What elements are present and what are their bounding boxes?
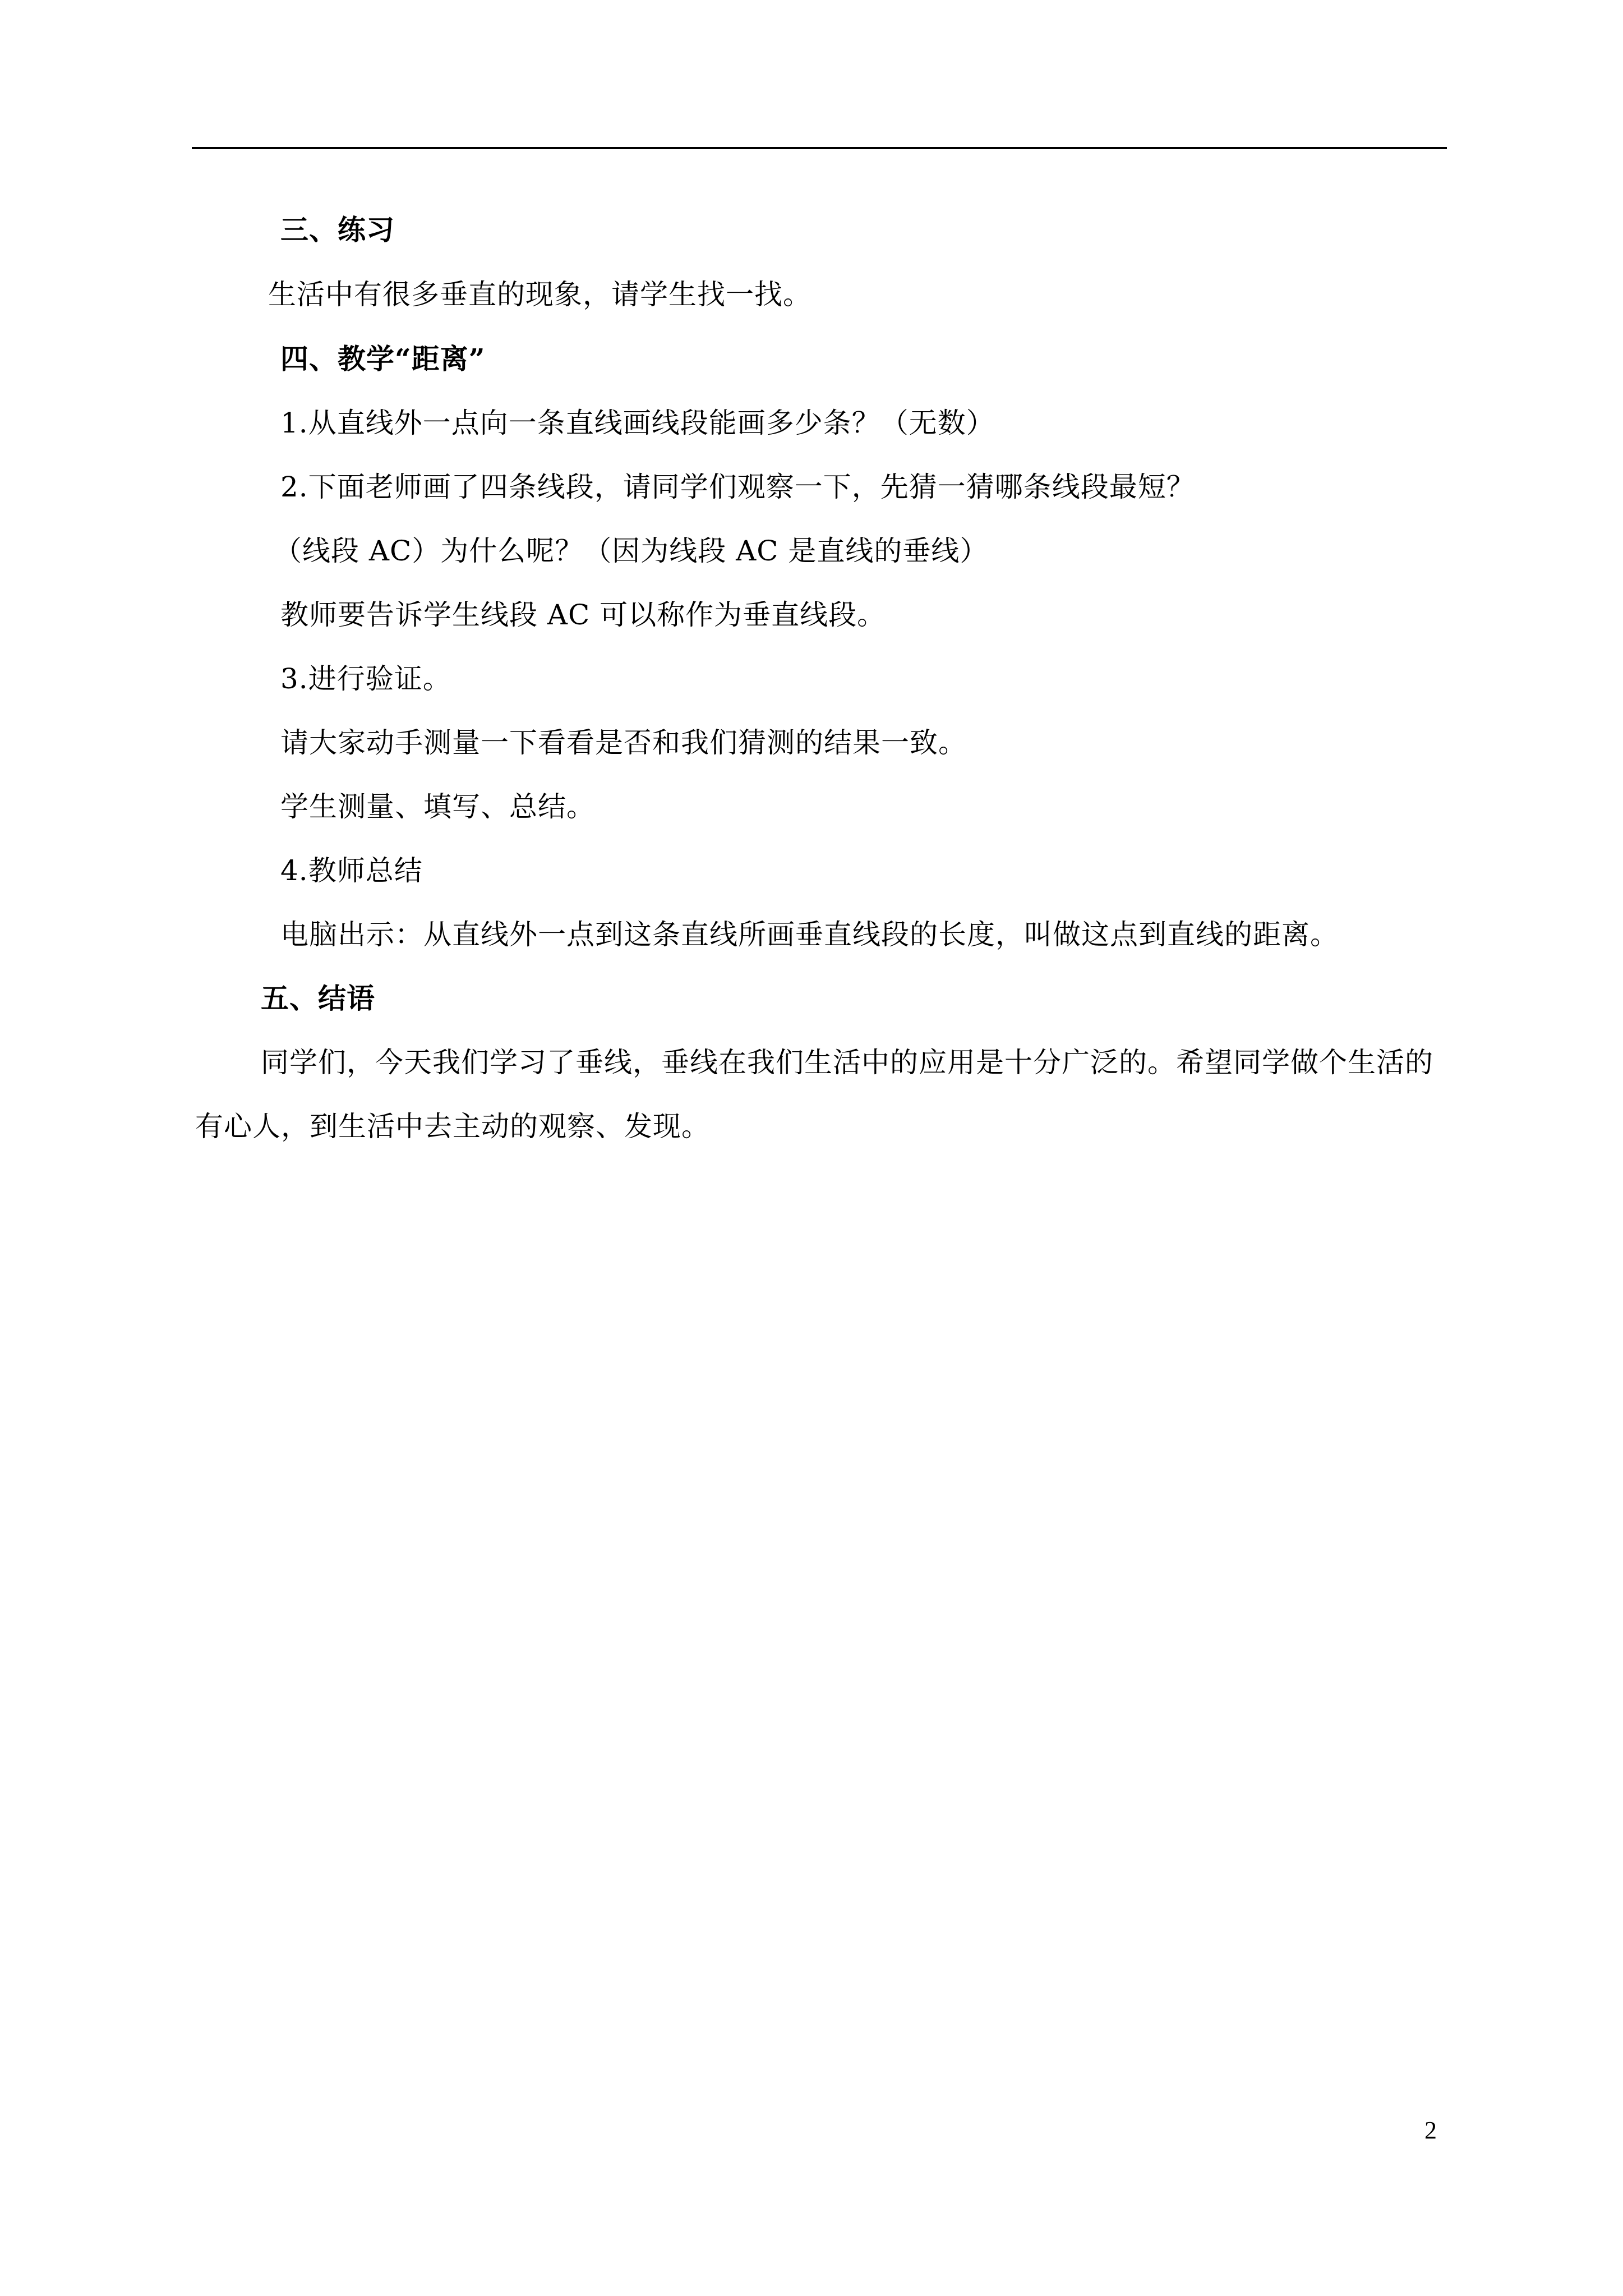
section-heading-practice: 三、练习 <box>280 213 395 246</box>
paragraph: 有心人，到生活中去主动的观察、发现。 <box>195 1110 710 1143</box>
section-heading-conclusion: 五、结语 <box>261 982 375 1015</box>
paragraph: 学生测量、填写、总结。 <box>280 790 595 823</box>
paragraph: 生活中有很多垂直的现象，请学生找一找。 <box>268 278 811 311</box>
section-heading-distance: 四、教学“距离” <box>280 342 486 375</box>
paragraph: （线段 AC）为什么呢？（因为线段 AC 是直线的垂线） <box>274 535 989 567</box>
paragraph: 1.从直线外一点向一条直线画线段能画多少条？（无数） <box>280 407 995 439</box>
header-rule <box>192 147 1447 149</box>
paragraph: 4.教师总结 <box>280 854 423 887</box>
page-number: 2 <box>1424 2116 1437 2144</box>
paragraph: 请大家动手测量一下看看是否和我们猜测的结果一致。 <box>280 726 967 759</box>
paragraph: 3.进行验证。 <box>280 662 451 695</box>
paragraph: 2.下面老师画了四条线段，请同学们观察一下，先猜一猜哪条线段最短？ <box>280 471 1195 503</box>
paragraph: 同学们，今天我们学习了垂线，垂线在我们生活中的应用是十分广泛的。希望同学做个生活的 <box>261 1046 1433 1079</box>
paragraph: 教师要告诉学生线段 AC 可以称作为垂直线段。 <box>280 599 886 631</box>
paragraph: 电脑出示：从直线外一点到这条直线所画垂直线段的长度，叫做这点到直线的距离。 <box>280 918 1339 951</box>
